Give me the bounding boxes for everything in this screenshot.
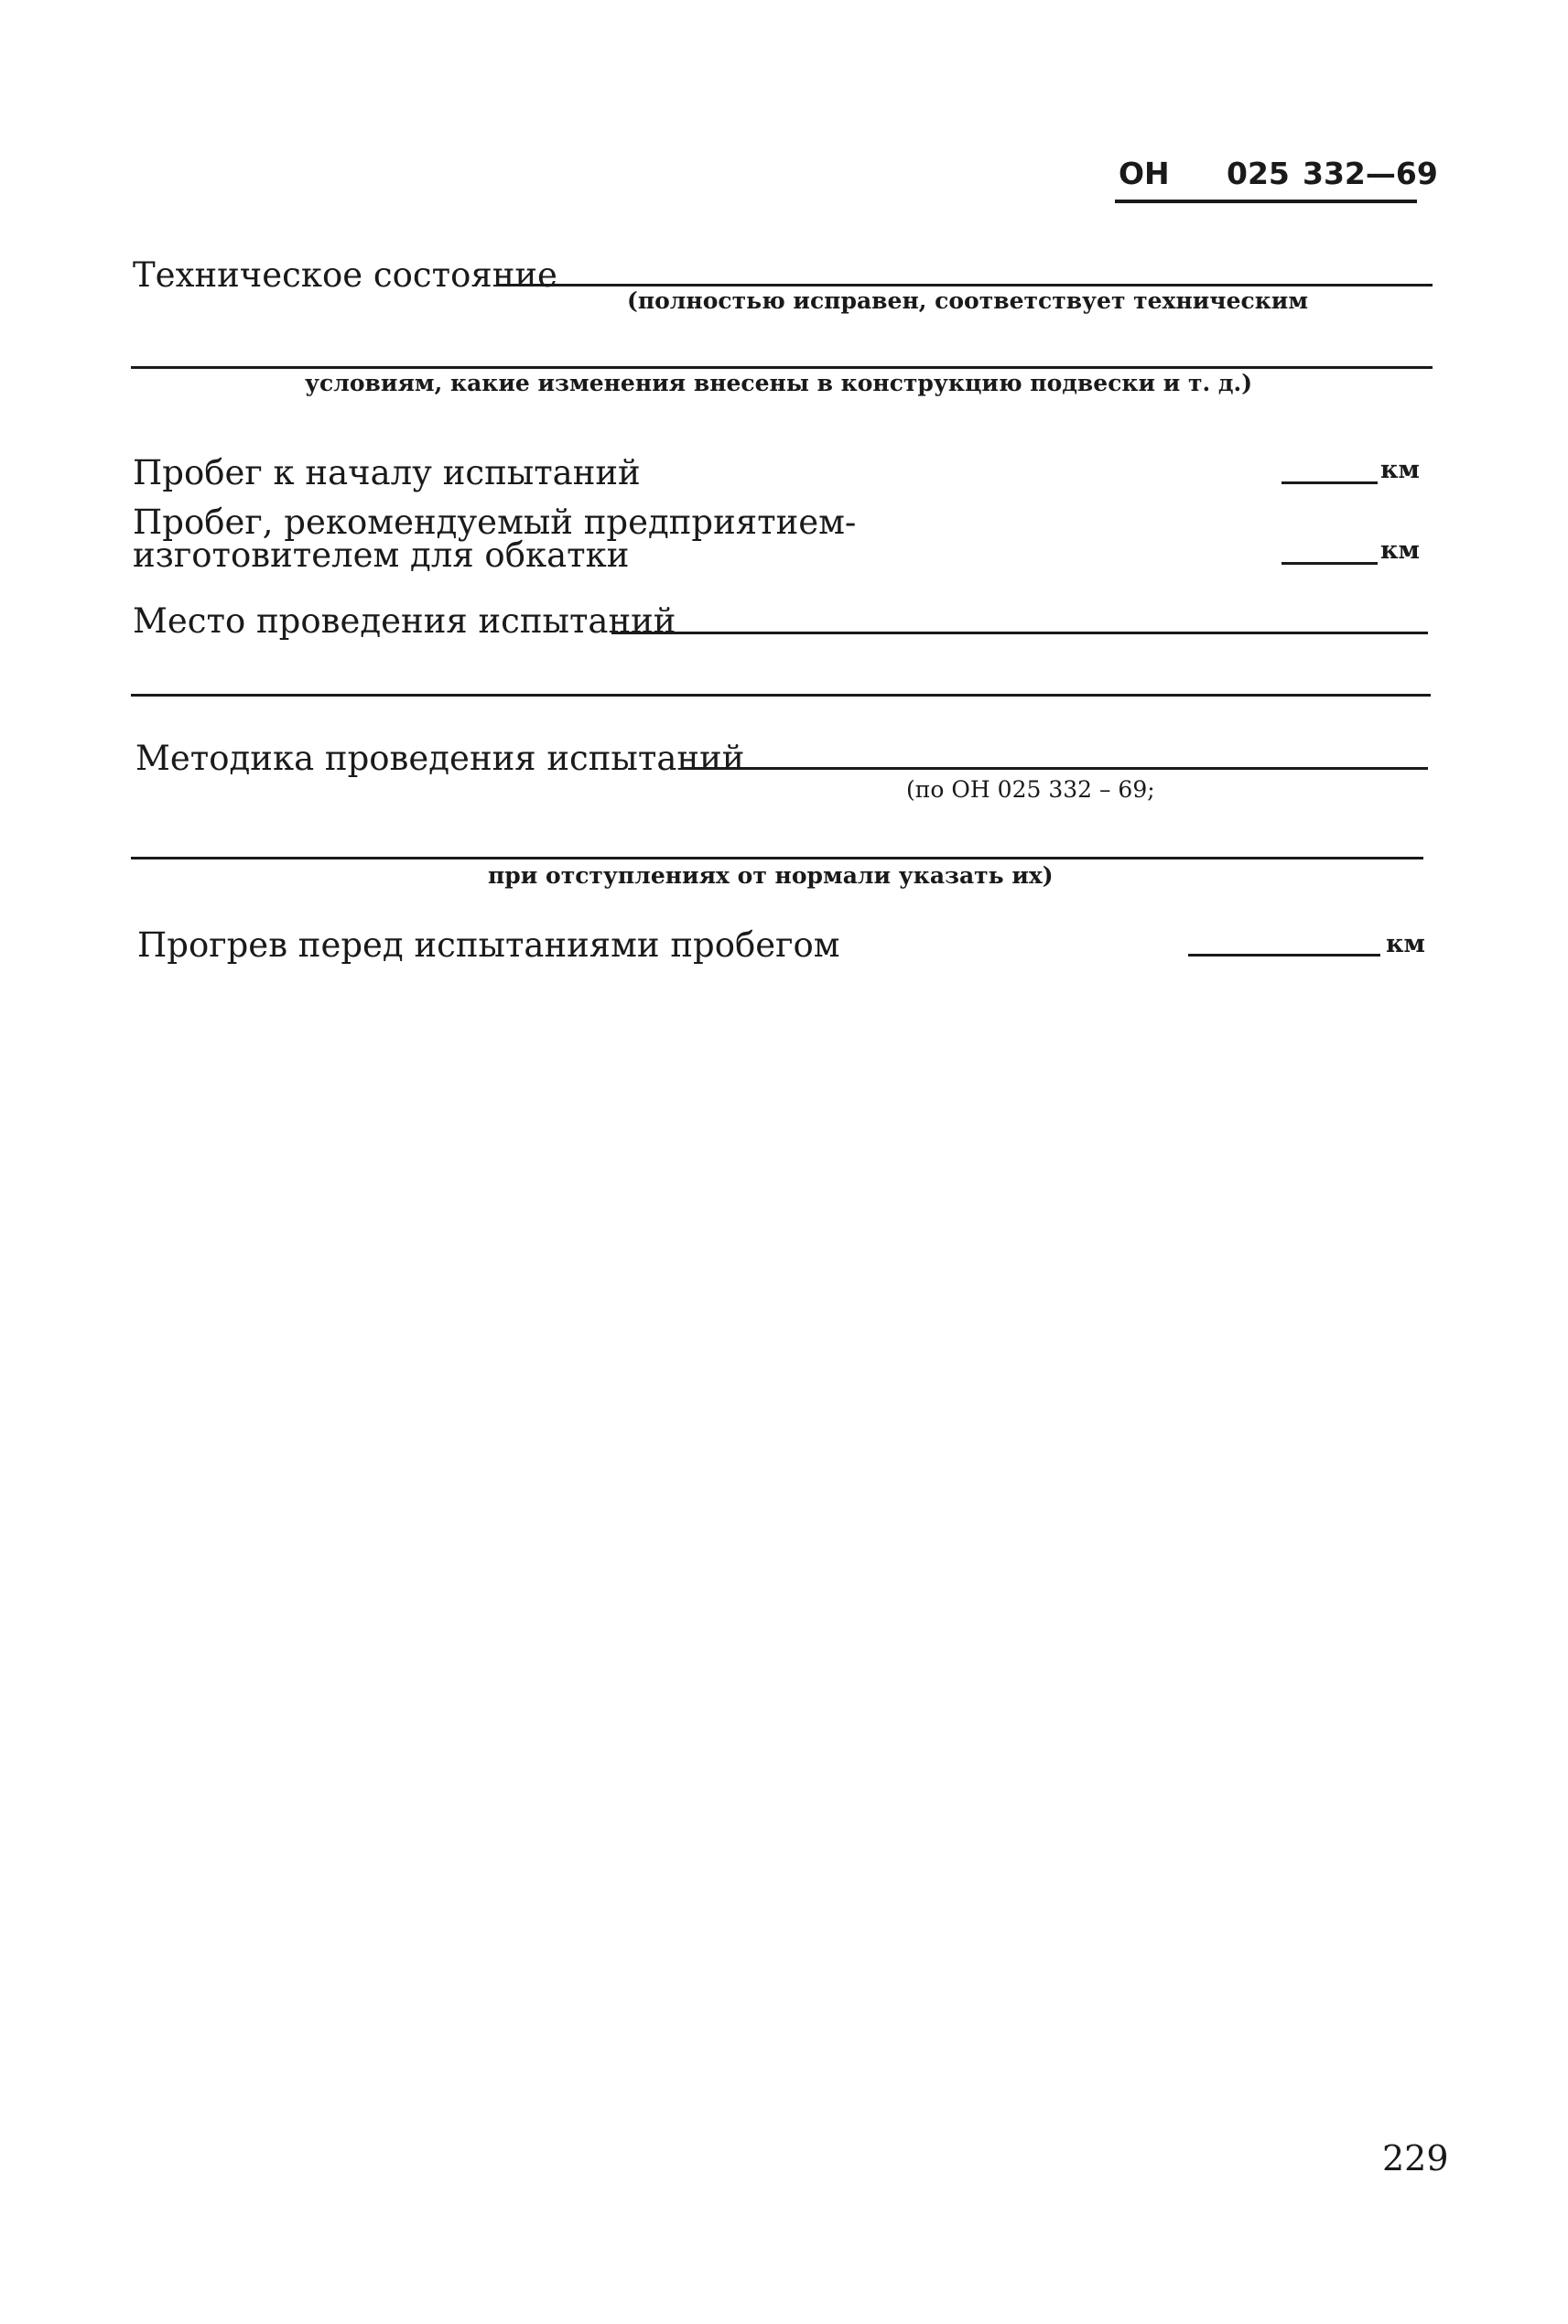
- place-line-2[interactable]: [131, 694, 1431, 697]
- page-number: 229: [1382, 2138, 1449, 2178]
- run-recommended-label-1: Пробег, рекомендуемый предприятием-: [133, 503, 857, 542]
- place-label: Место проведения испытаний: [133, 601, 676, 641]
- header-underline: [1115, 200, 1417, 203]
- tech-state-line-2[interactable]: [131, 366, 1433, 369]
- tech-state-line-1[interactable]: [499, 284, 1433, 286]
- warmup-line[interactable]: [1188, 954, 1380, 957]
- method-hint-2: при отступлениях от нормали указать их): [488, 862, 1054, 889]
- tech-state-hint-1: (полностью исправен, соответствует техническим: [627, 287, 1309, 314]
- run-recommended-label-2: изготовителем для обкатки: [133, 535, 630, 575]
- doc-code: ОН: [1119, 156, 1170, 191]
- tech-state-hint-2: условиям, какие изменения внесены в конструкцию подвески и т. д.): [305, 370, 1253, 396]
- run-recommended-line[interactable]: [1281, 562, 1378, 565]
- method-line-1[interactable]: [683, 767, 1428, 770]
- place-line-1[interactable]: [611, 632, 1428, 634]
- doc-number-part-1: 025: [1227, 156, 1290, 191]
- doc-number-part-2: 332—69: [1303, 156, 1438, 191]
- run-start-line[interactable]: [1281, 481, 1378, 484]
- method-line-2[interactable]: [131, 857, 1423, 859]
- tech-state-label: Техническое состояние: [133, 255, 557, 295]
- run-start-label: Пробег к началу испытаний: [133, 453, 641, 492]
- method-label: Методика проведения испытаний: [135, 739, 745, 778]
- warmup-unit: км: [1386, 930, 1425, 958]
- method-hint-1: (по ОН 025 332 – 69;: [906, 776, 1155, 803]
- run-start-unit: км: [1380, 456, 1420, 484]
- warmup-label: Прогрев перед испытаниями пробегом: [137, 925, 840, 965]
- run-recommended-unit: км: [1380, 536, 1420, 565]
